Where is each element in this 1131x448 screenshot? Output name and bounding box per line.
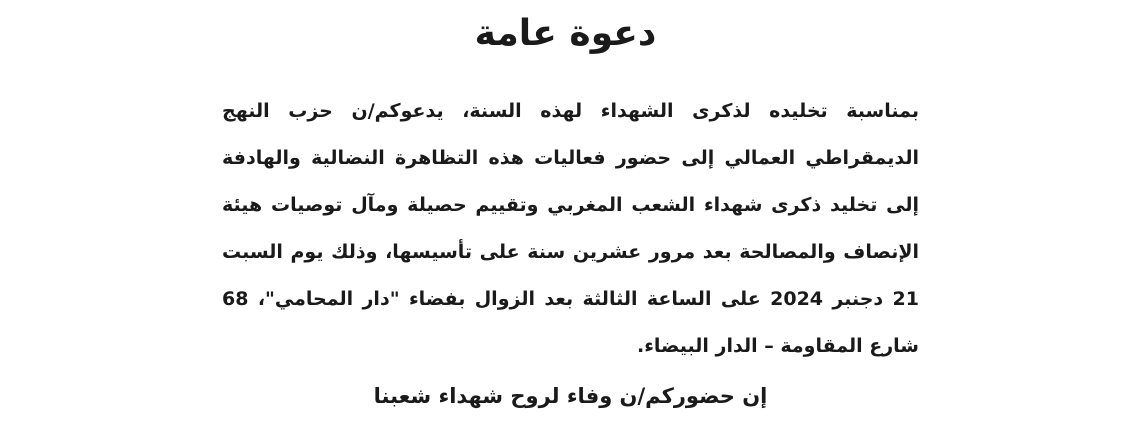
invitation-body-paragraph: بمناسبة تخليده لذكرى الشهداء لهذه السنة، يدعوكم/ن حزب النهج الديمقراطي العمالي إلى حضور فعاليات هذه التظاهرة النضالية والهادفة إلى تخليد ذكرى شهداء الشعب المغربي وتقييم حصيلة ومآل توصيات هيئة الإنصاف والمصالحة بعد مرور عشرين سنة على تأسيسها، وذلك يوم السبت 21 دجنبر 2024 على الساعة الثالثة بعد الزوال بفضاء "دار المحامي"، 68 شارع المقاومة – الدار البيضاء. <box>222 100 919 357</box>
closing-line: إن حضوركم/ن وفاء لروح شهداء شعبنا <box>373 384 768 408</box>
document-title: دعوة عامة <box>474 13 657 54</box>
